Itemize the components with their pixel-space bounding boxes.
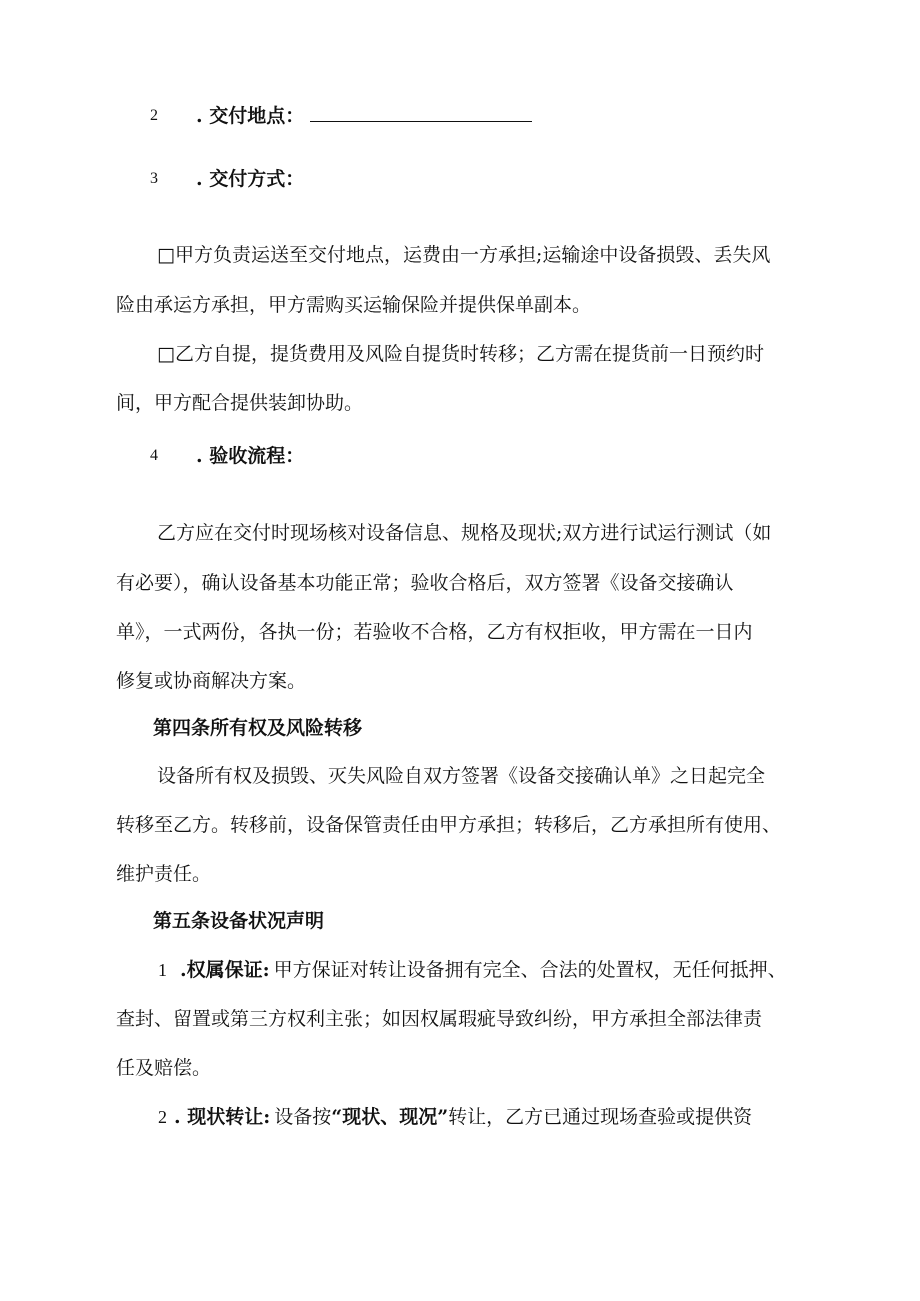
- item-heading: . 交付地点：: [196, 105, 305, 127]
- clause-number: 2: [158, 1107, 167, 1127]
- item-number: 3: [150, 170, 158, 187]
- paragraph-line: 险由承运方承担，甲方需购买运输保险并提供保单副本。: [116, 294, 592, 316]
- fill-in-blank-field[interactable]: [310, 107, 532, 122]
- paragraph-line: 间，甲方配合提供装卸协助。: [116, 392, 364, 414]
- paragraph-text: 转让，乙方已通过现场查验或提供资: [448, 1106, 753, 1128]
- paragraph-line: 有必要），确认设备基本功能正常；验收合格后，双方签署《设备交接确认: [116, 572, 734, 594]
- paragraph-line: 乙方应在交付时现场核对设备信息、规格及现状;双方进行试运行测试（如: [157, 522, 772, 544]
- item-number: 2: [150, 107, 158, 124]
- item-heading: . 验收流程：: [196, 445, 305, 467]
- paragraph-line: 转移至乙方。转移前，设备保管责任由甲方承担；转移后，乙方承担所有使用、: [116, 814, 782, 836]
- quoted-term: “现状、现况”: [331, 1106, 449, 1128]
- clause-heading: . 现状转让:: [174, 1106, 271, 1128]
- paragraph-line: 任及赔偿。: [116, 1057, 212, 1079]
- item-number: 4: [150, 447, 158, 464]
- checkbox[interactable]: □: [157, 244, 175, 266]
- paragraph-line: 单》，一式两份，各执一份；若验收不合格，乙方有权拒收，甲方需在一日内: [116, 621, 753, 643]
- paragraph-line: 甲方保证对转让设备拥有完全、合法的处置权，无任何抵押、: [273, 959, 787, 981]
- item-heading: . 交付方式：: [196, 168, 305, 190]
- section-heading: 第五条设备状况声明: [153, 910, 325, 932]
- paragraph-line: 查封、留置或第三方权利主张；如因权属瑕疵导致纠纷，甲方承担全部法律责: [116, 1008, 763, 1030]
- paragraph-line: 设备所有权及损毁、灭失风险自双方签署《设备交接确认单》之日起完全: [157, 765, 766, 787]
- clause-heading: .权属保证:: [180, 959, 270, 981]
- paragraph-text: 设备按: [274, 1106, 332, 1128]
- clause-number: 1: [158, 960, 167, 980]
- paragraph-line: 修复或协商解决方案。: [116, 670, 307, 692]
- paragraph-line: 乙方自提，提货费用及风险自提货时转移；乙方需在提货前一日预约时: [174, 343, 764, 365]
- section-heading: 第四条所有权及风险转移: [153, 717, 363, 739]
- checkbox[interactable]: □: [157, 343, 175, 365]
- paragraph-line: 甲方负责运送至交付地点，运费由一方承担;运输途中设备损毁、丢失风: [174, 244, 771, 266]
- paragraph-line: 维护责任。: [116, 863, 212, 885]
